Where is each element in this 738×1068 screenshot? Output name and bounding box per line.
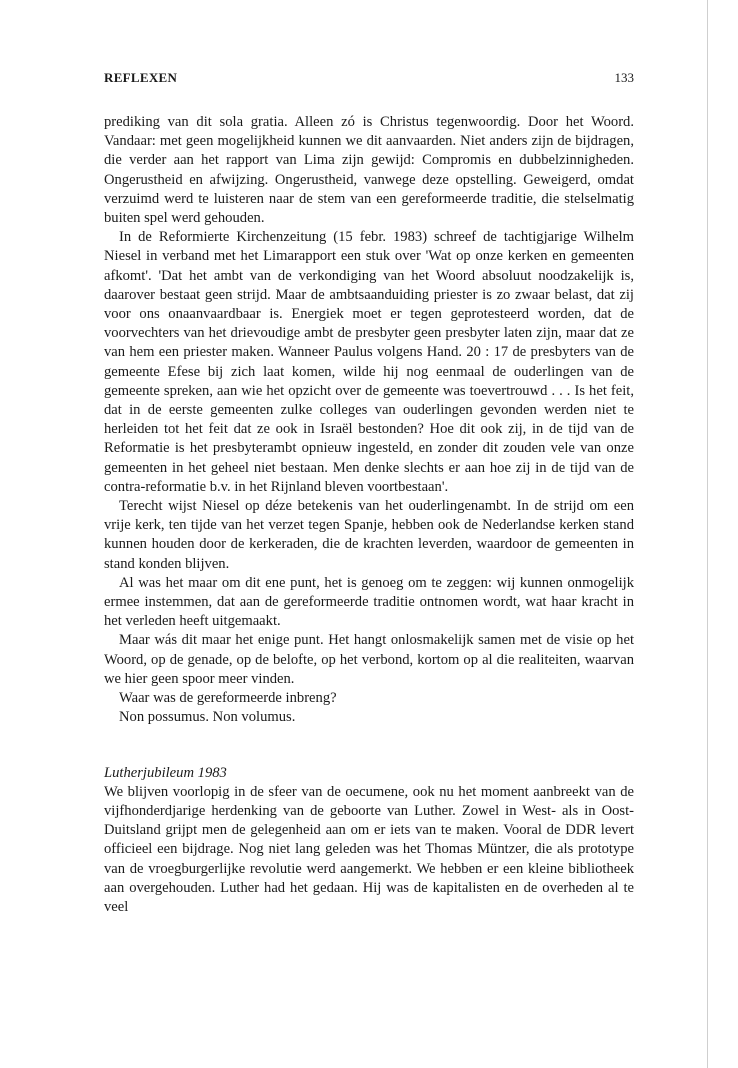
paragraph: Al was het maar om dit ene punt, het is genoeg om te zeggen: wij kunnen onmogelijk ermee instemmen, dat aan de gereformeerde traditie ontnomen wordt, wat haar kracht in het verleden heeft uitgemaakt. — [104, 574, 634, 630]
paragraph: Maar wás dit maar het enige punt. Het hangt onlosmakelijk samen met de visie op het Woord, op de genade, op de belofte, op het verbond, kortom op al die realiteiten, waarvan we hier geen spoor meer vinden. — [104, 632, 634, 687]
body-text — [104, 113, 634, 917]
page-edge-line — [707, 0, 708, 1068]
paragraph: Terecht wijst Niesel op déze betekenis van het ouderlingenambt. In de strijd om een vrije kerk, ten tijde van het verzet tegen Spanje, hebben ook de Nederlandse kerken stand kunnen houden door de kerkeraden, die de krachten leverden, waardoor de gemeenten in stand konden blijven. — [104, 498, 634, 572]
paragraph: Waar was de gereformeerde inbreng? — [119, 690, 337, 707]
page-number: 133 — [614, 70, 634, 85]
paragraph: Non possumus. Non volumus. — [119, 709, 296, 726]
running-head-title: REFLEXEN — [104, 70, 178, 85]
running-head — [104, 70, 634, 90]
section-heading: Lutherjubileum 1983 — [104, 764, 227, 781]
paragraph: In de Reformierte Kirchenzeitung (15 febr. 1983) schreef de tachtigjarige Wilhelm Niesel in verband met het Limarapport een stuk over 'Wat op onze kerken en gemeenten afkomt'. 'Dat het ambt van de verkondiging van het Woord absoluut noodzakelijk is, daarover bestaat geen strijd. Maar de ambtsaanduiding priester is zo zwaar belast, dat zij voor ons onaanvaardbaar is. Energiek moet er tegen geprotesteerd worden, dat de voorvechters van het drievoudige ambt de presbyter geen presbyter laten zijn, maar dat ze van hem een priester maken. Wanneer Paulus volgens Hand. 20 : 17 de presbyters van de gemeente Efese bij zich laat komen, wilde hij nog eenmaal de ouderlingen van de gemeente spreken, aan wie het opzicht over de gemeente was toevertrouwd . . . Is het feit, dat in de eerste gemeenten zulke colleges van ouderlingen gevonden werden niet te herleiden tot het feit dat ze ook in Israël bestonden? Hoe dit ook zij, in de tijd van de Reformatie is het presbyterambt opnieuw ingesteld, en zonder dit zouden vele van onze gemeenten in het geheel niet bestaan. Men denke slechts er aan hoe zij in de tijd van de contra-reformatie b.v. in het Rijnland bleven voortbestaan'. — [104, 229, 634, 495]
paragraph: We blijven voorlopig in de sfeer van de oecumene, ook nu het moment aanbreekt van de vijfhonderdjarige herdenking van de geboorte van Luther. Zowel in West- als in Oost-Duitsland grijpt men de gelegenheid aan om er iets van te maken. Vooral de DDR levert officieel een bijdrage. Nog niet lang geleden was het Thomas Müntzer, die als prototype van de vroegburgerlijke revolutie werd aangemerkt. We hebben er een kleine bibliotheek aan overgehouden. Luther had het gedaan. Hij was de kapitalisten en de overheden al te veel — [104, 783, 634, 915]
paragraph: prediking van dit sola gratia. Alleen zó is Christus tegenwoordig. Door het Woord. Vandaar: met geen mogelijkheid kunnen we dit aanvaarden. Niet anders zijn de bijdragen, die verder aan het rapport van Lima zijn gewijd: Compromis en dubbelzinnigheden. Ongerustheid en afwijzing. Ongerustheid, vanwege deze opstelling. Geweigerd, omdat verzuimd werd te luisteren naar de stem van een gereformeerde traditie, die stelselmatig buiten spel werd gehouden. — [104, 114, 634, 227]
section-gap — [104, 728, 634, 764]
